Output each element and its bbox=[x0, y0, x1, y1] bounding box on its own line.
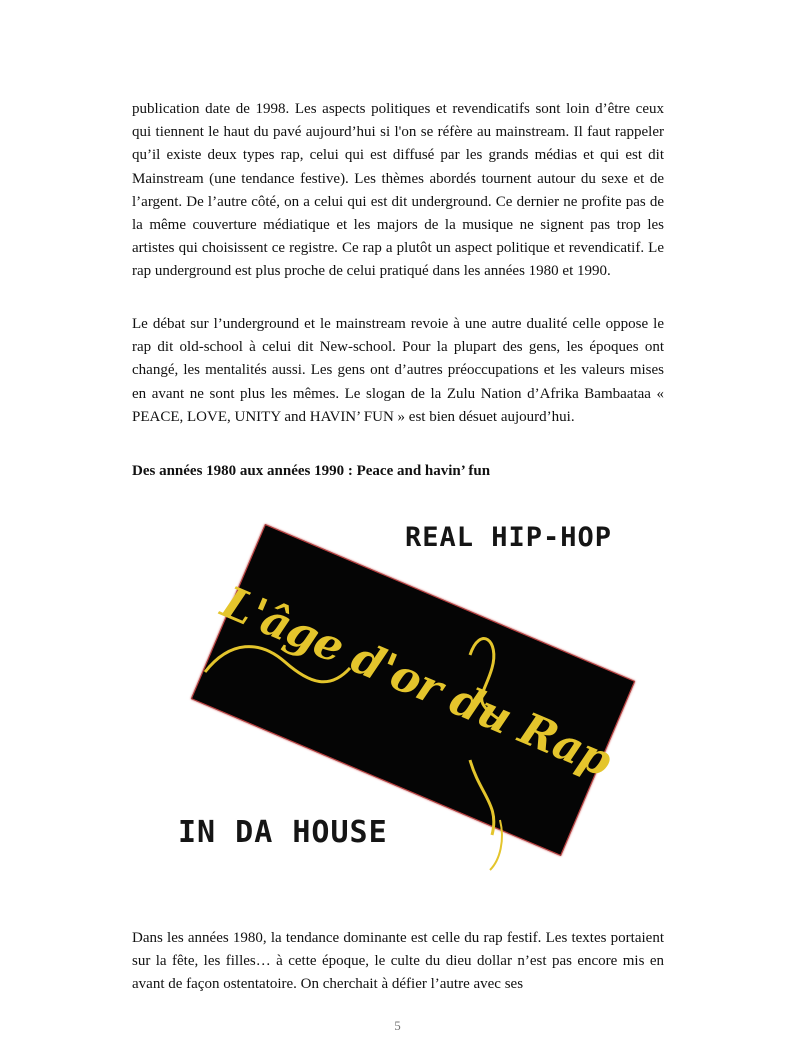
section-heading: Des années 1980 aux années 1990 : Peace and havin’ fun bbox=[132, 463, 491, 479]
golden-age-title: L'âge d'or du Rap bbox=[214, 576, 619, 787]
in-da-house-text: IN DA HOUSE bbox=[178, 815, 388, 850]
page-number: 5 bbox=[394, 1018, 401, 1033]
real-hip-hop-text: REAL HIP-HOP bbox=[405, 522, 613, 553]
paragraph-3: Dans les années 1980, la tendance dominante est celle du rap festif. Les textes portaient sur la fête, les filles… à cette époque, le culte du dieu dollar n’est pas encore mis en avant de façon ostentatoire. On cherchait à défier l’autre avec ses bbox=[132, 930, 664, 993]
paragraph-1: publication date de 1998. Les aspects politiques et revendicatifs sont loin d’être ceux qui tiennent le haut du pavé aujourd’hui si l'on se réfère au mainstream. Il faut rappeler qu’il existe deux types rap, celui qui est diffusé par les grands médias et qui est dit Mainstream (une tendance festive). Les thèmes abordés tournent autour du sexe et de l’argent. De l’autre côté, on a celui qui est dit underground. Ce dernier ne profite pas de la même couverture médiatique et les majors de la musique ne signent pas trop les artistes qui choisissent ce registre. Ce rap a plutôt un aspect politique et revendicatif. Le rap underground est plus proche de celui pratiqué dans les années 1980 et 1990. bbox=[132, 101, 664, 280]
paragraph-2: Le débat sur l’underground et le mainstream revoie à une autre dualité celle oppose le rap dit old-school à celui dit New-school. Pour la plupart des gens, les époques ont changé, les mentalités aussi. Les gens ont d’autres préoccupations et les valeurs mises en avant ne sont plus les mêmes. Le slogan de la Zulu Nation d’Afrika Bambaataa « PEACE, LOVE, UNITY and HAVIN’ FUN » est bien désuet aujourd’hui. bbox=[132, 316, 664, 425]
